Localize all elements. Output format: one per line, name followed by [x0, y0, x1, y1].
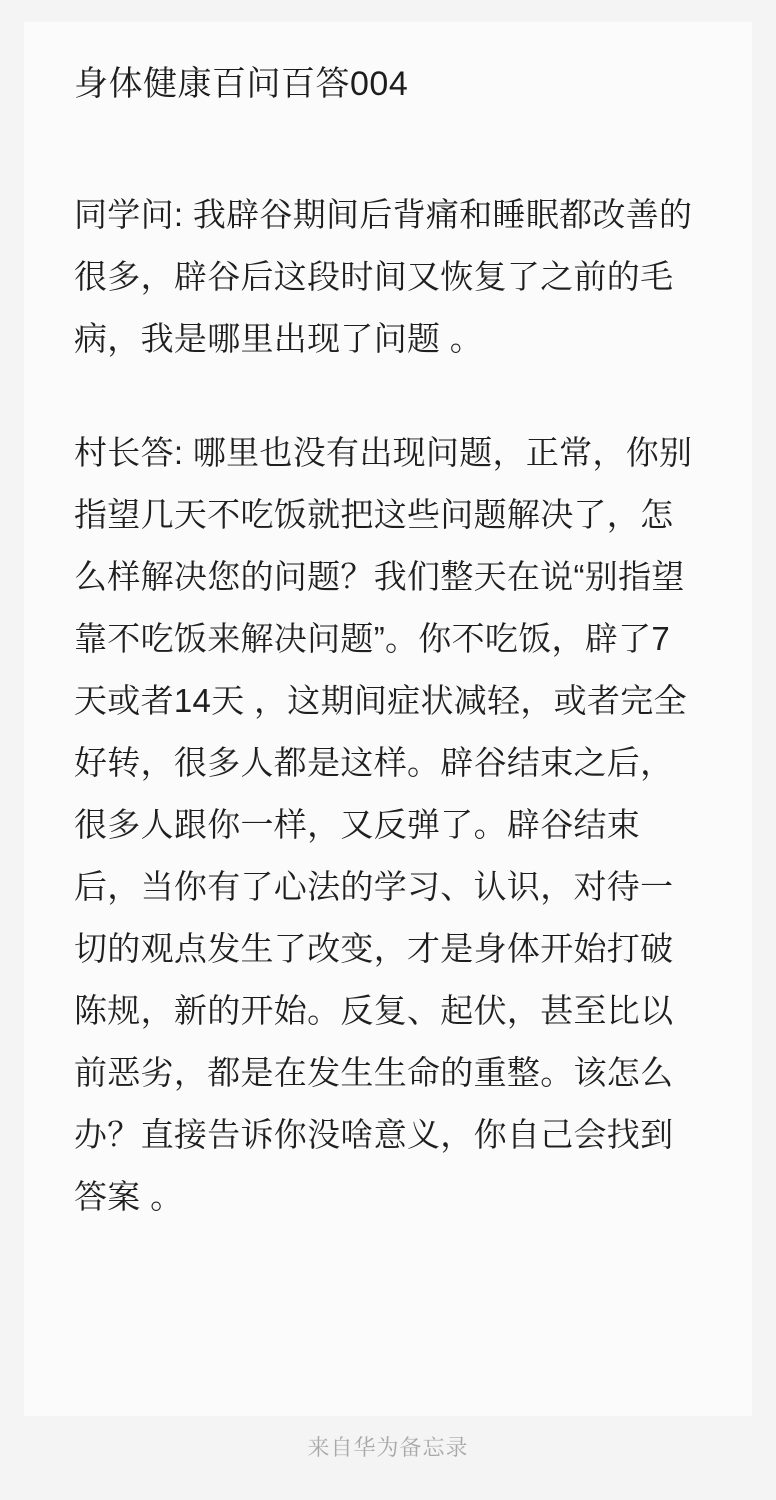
answer-paragraph: 村长答: 哪里也没有出现问题，正常，你别指望几天不吃饭就把这些问题解决了，怎么样解决您的问题？我们整天在说“别指望靠不吃饭来解决问题”。你不吃饭，辟了7天或者14天 ，这期间症状减轻，或者完全好转，很多人都是这样。辟谷结束之后，很多人跟你一样，又反弹了。辟谷结束后，当你有了心法的学习、认识，对待一切的观点发生了改变，才是身体开始打破陈规，新的开始。反复、起伏，甚至比以前恶劣，都是在发生生命的重整。该怎么办？直接告诉你没啥意义，你自己会找到答案 。 [74, 434, 693, 1215]
page-title: 身体健康百问百答004 [74, 65, 409, 103]
note-sheet [24, 22, 752, 1416]
note-content [24, 22, 752, 1228]
question-paragraph: 同学问: 我辟谷期间后背痛和睡眠都改善的很多，辟谷后这段时间又恢复了之前的毛病，我是哪里出现了问题 。 [74, 196, 693, 357]
source-footer: 来自华为备忘录 [307, 1435, 469, 1460]
